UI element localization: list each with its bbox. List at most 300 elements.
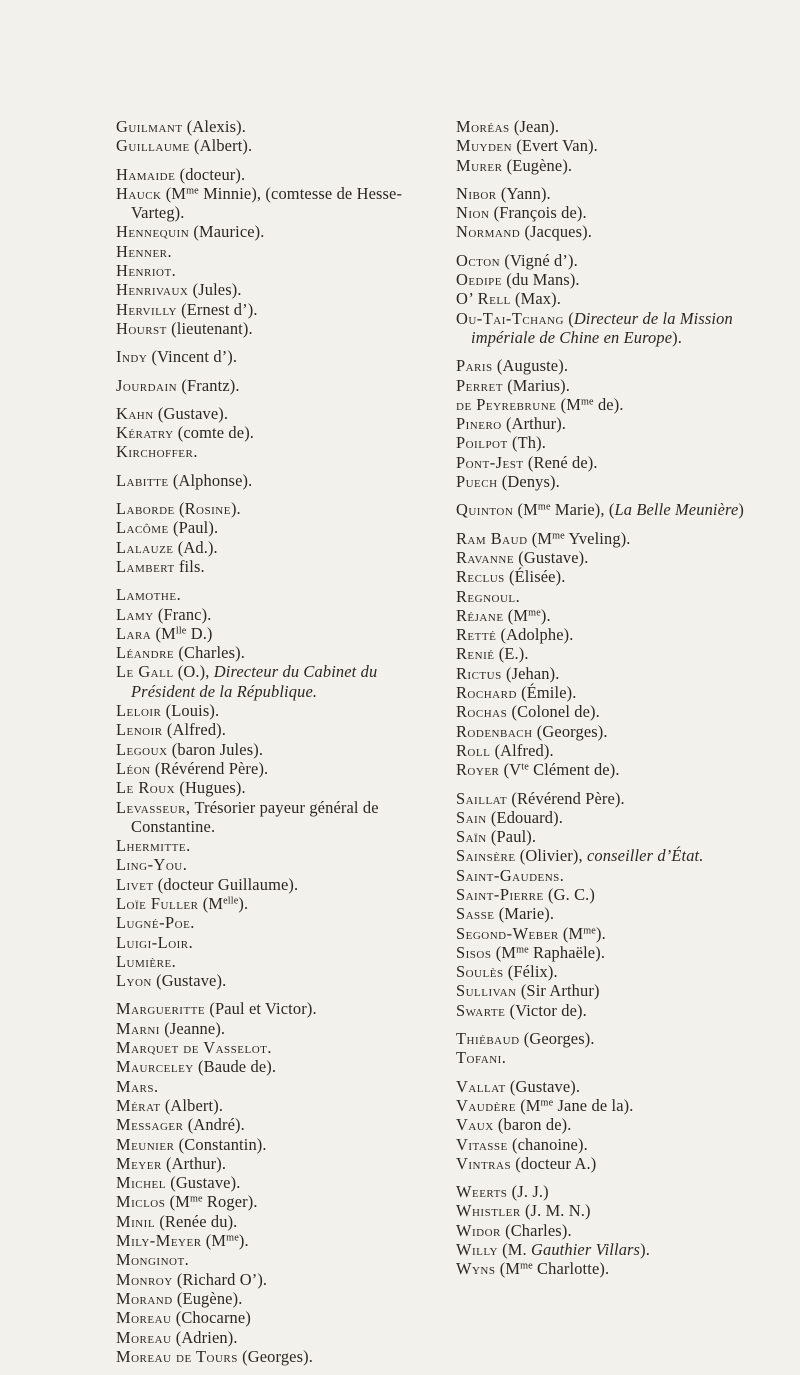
entry-text: (Max).: [510, 289, 561, 309]
title-superscript: me: [226, 1232, 239, 1244]
entry-text: Margueritte: [116, 999, 206, 1019]
entry-text: Le Gall: [116, 662, 174, 682]
entry-text: (docteur A.): [511, 1153, 597, 1173]
name-entry: [116, 376, 428, 395]
entry-text: (Eugène).: [502, 155, 573, 175]
letter-group: [456, 1077, 776, 1173]
entry-text: (Auguste).: [492, 356, 569, 376]
entry-text: (Gustave).: [505, 1076, 581, 1096]
title-superscript: me: [528, 607, 541, 619]
name-entry: [116, 222, 428, 241]
letter-group: [116, 499, 428, 576]
name-entry: [456, 981, 776, 1000]
name-entry: [116, 740, 428, 759]
entry-text: (V: [499, 760, 522, 780]
letter-group: [116, 165, 428, 339]
entry-text: Mily-Meyer: [116, 1231, 202, 1251]
entry-text: Labitte: [116, 470, 169, 490]
entry-text: (M: [503, 605, 529, 625]
entry-text: Renié: [456, 644, 495, 664]
name-entry: [116, 875, 428, 894]
name-entry: [116, 1096, 428, 1115]
name-entry: [116, 538, 428, 557]
entry-text: Miclos: [116, 1192, 166, 1212]
entry-text: (M: [515, 1095, 541, 1115]
name-entry: [456, 962, 776, 981]
name-entry: [116, 1077, 428, 1096]
entry-text: Guillaume: [116, 136, 190, 156]
entry-text: (Th).: [507, 433, 546, 453]
entry-text: Sisos: [456, 942, 492, 962]
name-entry: [116, 1347, 428, 1366]
entry-text: (docteur Guillaume).: [153, 874, 299, 894]
entry-text: Loïe Fuller: [116, 893, 199, 913]
letter-group: [456, 184, 776, 242]
entry-text: (Sir Arthur): [516, 981, 600, 1001]
name-entry: [456, 904, 776, 923]
entry-text: (G. C.): [543, 884, 596, 904]
name-entry: [116, 499, 428, 518]
name-entry: [116, 913, 428, 932]
name-entry: [456, 222, 776, 241]
entry-text: (Charles).: [174, 643, 245, 663]
name-entry: [456, 789, 776, 808]
entry-text: Reclus: [456, 567, 505, 587]
entry-text: (M: [491, 942, 517, 962]
entry-text: Nion: [456, 203, 490, 223]
entry-text: (J. J.): [507, 1182, 549, 1202]
entry-text: Charlotte).: [532, 1259, 610, 1279]
entry-text: (Baude de).: [193, 1057, 277, 1077]
entry-text: Gauthier Villars: [531, 1240, 641, 1260]
name-entry: [116, 643, 428, 662]
letter-group: [456, 1029, 776, 1068]
name-entry: [116, 165, 428, 184]
entry-text: La Belle Meunière: [614, 500, 739, 520]
name-entry: [116, 1173, 428, 1192]
entry-text: (Georges).: [237, 1346, 313, 1366]
entry-text: (Constantin).: [174, 1134, 267, 1154]
entry-text: (M.: [497, 1240, 531, 1260]
entry-text: Saint-Pierre: [456, 884, 544, 904]
entry-text: Mérat: [116, 1095, 161, 1115]
entry-text: ).: [672, 327, 683, 347]
entry-text: Ram Baud: [456, 528, 528, 548]
entry-text: Vaux: [456, 1115, 494, 1135]
entry-text: (Gustave).: [514, 547, 589, 567]
entry-text: Rodenbach: [456, 721, 533, 741]
entry-text: (M: [151, 623, 176, 643]
entry-text: Normand: [456, 222, 521, 242]
name-entry: [456, 1048, 776, 1067]
entry-text: (René de).: [523, 452, 598, 472]
entry-text: Luigi-Loir.: [116, 932, 194, 952]
letter-group: [456, 251, 776, 347]
entry-text: Lumière.: [116, 951, 177, 971]
name-entry: [456, 548, 776, 567]
entry-text: Moreau de Tours: [116, 1346, 238, 1366]
entry-text: ).: [230, 499, 241, 519]
entry-text: ).: [238, 893, 249, 913]
entry-text: Wyns: [456, 1259, 496, 1279]
letter-group: [116, 117, 428, 156]
name-entry: [456, 1001, 776, 1020]
entry-text: (M: [556, 394, 581, 414]
name-entry: [116, 300, 428, 319]
entry-text: (M: [201, 1231, 227, 1251]
name-entry: [116, 624, 428, 643]
entry-text: Poilpot: [456, 433, 508, 453]
entry-text: Michel: [116, 1173, 166, 1193]
entry-text: Moréas: [456, 117, 510, 136]
entry-text: Perret: [456, 375, 503, 395]
name-entry: [116, 347, 428, 366]
letter-group: [456, 529, 776, 780]
entry-text: (Paul et Victor).: [205, 999, 317, 1019]
entry-text: Minnie), (comtesse de Hesse-Varteg).: [131, 183, 403, 223]
entry-text: (Chocarne): [171, 1308, 251, 1328]
entry-text: Lamy: [116, 604, 154, 624]
title-superscript: me: [583, 925, 596, 936]
entry-text: Minil: [116, 1211, 156, 1231]
entry-text: (Gustave).: [151, 971, 227, 991]
entry-text: Saint-Gaudens.: [456, 865, 565, 885]
entry-text: (lieutenant).: [166, 318, 253, 338]
entry-text: Lyon: [116, 971, 152, 991]
entry-text: (Ernest d’).: [176, 299, 258, 319]
entry-text: Livet: [116, 874, 154, 894]
name-entry: [456, 1182, 776, 1201]
name-entry: [456, 702, 776, 721]
name-entry: [456, 433, 776, 452]
name-entry: [456, 251, 776, 270]
entry-text: (Albert).: [189, 136, 253, 156]
letter-group: [456, 117, 776, 175]
name-entry: [116, 319, 428, 338]
name-entry: [116, 720, 428, 739]
name-entry: [116, 798, 428, 837]
name-entry: [456, 289, 776, 308]
name-entry: [116, 1212, 428, 1231]
entry-text: Mars.: [116, 1076, 159, 1096]
name-entry: [116, 184, 428, 223]
entry-text: Sainsère: [456, 846, 516, 866]
entry-text: Willy: [456, 1240, 498, 1260]
entry-text: (M: [165, 1192, 190, 1212]
entry-text: (M: [558, 923, 584, 943]
entry-text: Directeur de la Mission impériale de Chine en Europe: [471, 308, 733, 347]
entry-text: (Adrien).: [171, 1327, 238, 1347]
entry-text: Ravanne: [456, 547, 515, 567]
entry-text: Léon: [116, 758, 151, 778]
entry-text: Indy: [116, 347, 148, 367]
entry-text: Guilmant: [116, 117, 183, 136]
letter-group: [116, 999, 428, 1366]
name-entry: [456, 136, 776, 155]
entry-text: (Jean).: [509, 117, 560, 136]
entry-text: (Hugues).: [175, 778, 246, 798]
name-entry: [456, 500, 776, 519]
entry-text: (Gustave).: [153, 403, 229, 423]
letter-group: [456, 356, 776, 491]
name-entry: [456, 453, 776, 472]
name-entry: [456, 664, 776, 683]
name-entry: [456, 1077, 776, 1096]
entry-text: (: [174, 499, 185, 519]
entry-text: Le Roux: [116, 778, 176, 798]
title-superscript: elle: [223, 895, 239, 907]
entry-text: conseiller d’État.: [587, 846, 704, 866]
entry-text: Directeur du Cabinet du Président de la République.: [131, 662, 378, 701]
title-superscript: me: [580, 396, 594, 408]
entry-text: (Adolphe).: [496, 625, 574, 645]
entry-text: (Alfred).: [490, 740, 554, 760]
letter-group: [456, 789, 776, 1021]
entry-text: (Ad.).: [173, 537, 218, 557]
name-entry: [456, 943, 776, 962]
name-entry: [456, 1240, 776, 1259]
name-entry: [456, 1115, 776, 1134]
entry-text: Hamaide: [116, 164, 176, 184]
entry-text: Maurceley: [116, 1057, 194, 1077]
letter-group: [116, 404, 428, 462]
name-entry: [456, 270, 776, 289]
entry-text: Marni: [116, 1018, 160, 1038]
name-entry: [456, 356, 776, 375]
name-entry: [116, 759, 428, 778]
entry-text: Lambert: [116, 556, 175, 576]
entry-text: Marquet de Vasselot.: [116, 1038, 272, 1058]
name-entry: [456, 203, 776, 222]
entry-text: Moreau: [116, 1327, 172, 1347]
entry-text: Réjane: [456, 605, 504, 625]
entry-text: Swarte: [456, 1000, 506, 1020]
entry-text: Kératry: [116, 423, 174, 443]
name-entry: [116, 280, 428, 299]
entry-text: Quinton: [456, 500, 514, 520]
entry-text: D.): [186, 623, 213, 643]
entry-text: (docteur).: [175, 164, 246, 184]
name-entry: [116, 605, 428, 624]
entry-text: O’ Rell: [456, 289, 511, 309]
title-superscript: me: [552, 530, 565, 542]
entry-text: Rochard: [456, 683, 517, 703]
entry-text: Saïn: [456, 827, 487, 847]
name-entry: [116, 423, 428, 442]
entry-text: Ou-Tai-Tchang: [456, 308, 564, 328]
entry-text: (François de).: [489, 203, 587, 223]
entry-text: Nibor: [456, 183, 497, 203]
entry-text: (Alfred).: [162, 720, 227, 740]
name-entry: [456, 760, 776, 779]
entry-text: (M: [513, 500, 538, 520]
entry-text: (Frantz).: [177, 375, 240, 395]
name-entry: [456, 376, 776, 395]
entry-text: Muyden: [456, 136, 513, 156]
entry-text: Legoux: [116, 739, 168, 759]
entry-text: Thiébaud: [456, 1029, 520, 1049]
name-entry: [116, 952, 428, 971]
entry-text: Widor: [456, 1220, 501, 1240]
entry-text: Whistler: [456, 1201, 521, 1221]
entry-text: Vintras: [456, 1153, 512, 1173]
name-entry: [116, 836, 428, 855]
entry-text: (Jehan).: [501, 663, 560, 683]
entry-text: (Jacques).: [520, 222, 592, 242]
name-entry: [456, 1221, 776, 1240]
name-entry: [116, 1328, 428, 1347]
entry-text: (baron de).: [493, 1115, 572, 1135]
entry-text: ).: [540, 605, 551, 625]
name-entry: [116, 1270, 428, 1289]
entry-text: (chanoine).: [507, 1134, 588, 1154]
entry-text: Jane de la).: [553, 1095, 634, 1115]
entry-text: Hennequin: [116, 222, 190, 242]
name-entry: [456, 885, 776, 904]
title-superscript: lle: [175, 625, 187, 637]
name-entry: [456, 587, 776, 606]
name-entry: [116, 1289, 428, 1308]
name-entry: [116, 1308, 428, 1327]
entry-text: Laborde: [116, 499, 175, 519]
entry-text: (Arthur).: [161, 1153, 227, 1173]
name-entry: [116, 585, 428, 604]
name-entry: [116, 1250, 428, 1269]
entry-text: ).: [595, 923, 606, 943]
entry-text: (du Mans).: [502, 270, 580, 290]
name-entry: [116, 855, 428, 874]
entry-text: Sasse: [456, 904, 495, 924]
name-entry: [116, 404, 428, 423]
entry-text: Vitasse: [456, 1134, 508, 1154]
entry-text: Lamothe.: [116, 585, 182, 605]
entry-text: (Gustave).: [165, 1173, 241, 1193]
name-entry: [456, 1201, 776, 1220]
entry-text: Moreau: [116, 1308, 172, 1328]
name-entry: [456, 1259, 776, 1278]
entry-text: Puech: [456, 472, 498, 492]
entry-text: Clément de).: [528, 760, 620, 780]
entry-text: fils.: [174, 556, 205, 576]
entry-text: ).: [640, 1240, 650, 1260]
entry-text: Lalauze: [116, 537, 174, 557]
entry-text: Lacôme: [116, 518, 169, 538]
entry-text: (O.),: [173, 662, 214, 682]
right-column: [456, 117, 776, 1288]
name-entry: [116, 261, 428, 280]
entry-text: (Révérend Père).: [507, 788, 625, 808]
name-entry: [456, 683, 776, 702]
name-entry: [116, 1192, 428, 1211]
title-superscript: me: [537, 501, 551, 513]
name-entry: [116, 1019, 428, 1038]
entry-text: (Arthur).: [501, 414, 567, 434]
name-entry: [456, 156, 776, 175]
name-entry: [456, 625, 776, 644]
entry-text: (Paul).: [486, 827, 537, 847]
entry-text: Yveling).: [564, 528, 631, 548]
entry-text: Morand: [116, 1288, 173, 1308]
entry-text: Regnoul.: [456, 586, 521, 606]
name-entry: [456, 117, 776, 136]
entry-text: Monroy: [116, 1269, 173, 1289]
entry-text: (M: [495, 1259, 521, 1279]
name-entry: [456, 606, 776, 625]
entry-text: (Jules).: [188, 280, 242, 300]
entry-text: (Révérend Père).: [150, 758, 269, 778]
name-entry: [456, 1096, 776, 1115]
entry-text: Pont-Jest: [456, 452, 524, 472]
entry-text: ): [738, 500, 744, 520]
entry-text: (Victor de).: [505, 1000, 587, 1020]
entry-text: (Charles).: [500, 1220, 572, 1240]
name-entry: [456, 529, 776, 548]
title-superscript: me: [186, 185, 199, 197]
entry-text: (E.).: [494, 644, 529, 664]
name-entry: [456, 722, 776, 741]
entry-text: Lhermitte.: [116, 836, 191, 856]
name-entry: [456, 472, 776, 491]
name-entry: [456, 309, 776, 348]
entry-text: Roger).: [202, 1192, 258, 1212]
entry-text: Weerts: [456, 1182, 508, 1202]
entry-text: Tofani.: [456, 1048, 507, 1068]
entry-text: (Paul).: [168, 518, 219, 538]
entry-text: (Alexis).: [182, 117, 246, 136]
entry-text: (baron Jules).: [167, 739, 264, 759]
entry-text: Rosine: [184, 499, 231, 519]
entry-text: Rochas: [456, 702, 508, 722]
entry-text: Hauck: [116, 183, 162, 203]
name-entry: [456, 846, 776, 865]
entry-text: (Colonel de).: [507, 702, 600, 722]
entry-text: Murer: [456, 155, 503, 175]
entry-text: Levasseur,: [116, 797, 191, 817]
entry-text: Marie), (: [550, 500, 615, 520]
entry-text: (Émile).: [516, 683, 577, 703]
letter-group: [456, 1182, 776, 1278]
entry-text: Meyer: [116, 1153, 162, 1173]
name-entry: [116, 1038, 428, 1057]
name-entry: [456, 827, 776, 846]
name-entry: [116, 242, 428, 261]
entry-text: (Evert Van).: [512, 136, 598, 156]
entry-text: (Marie).: [494, 904, 555, 924]
entry-text: Rictus: [456, 663, 502, 683]
name-entry: [116, 971, 428, 990]
name-entry: [456, 741, 776, 760]
entry-text: (Maurice).: [189, 222, 265, 242]
entry-text: Léandre: [116, 643, 175, 663]
name-entry: [456, 866, 776, 885]
entry-text: (comte de).: [173, 423, 255, 443]
title-superscript: me: [516, 944, 529, 956]
entry-text: Hourst: [116, 318, 167, 338]
letter-group: [116, 471, 428, 490]
entry-text: Vaudère: [456, 1095, 516, 1115]
letter-group: [116, 585, 428, 990]
entry-text: Oedipe: [456, 270, 502, 290]
entry-text: Trésorier payeur général de Constantine.: [131, 797, 379, 836]
entry-text: (Élisée).: [504, 567, 566, 587]
entry-text: Sain: [456, 807, 487, 827]
entry-text: Monginot.: [116, 1250, 190, 1270]
entry-text: (Franc).: [153, 604, 212, 624]
entry-text: Segond-Weber: [456, 923, 559, 943]
entry-text: (Georges).: [532, 721, 608, 741]
title-superscript: me: [540, 1097, 554, 1109]
name-entry: [456, 184, 776, 203]
